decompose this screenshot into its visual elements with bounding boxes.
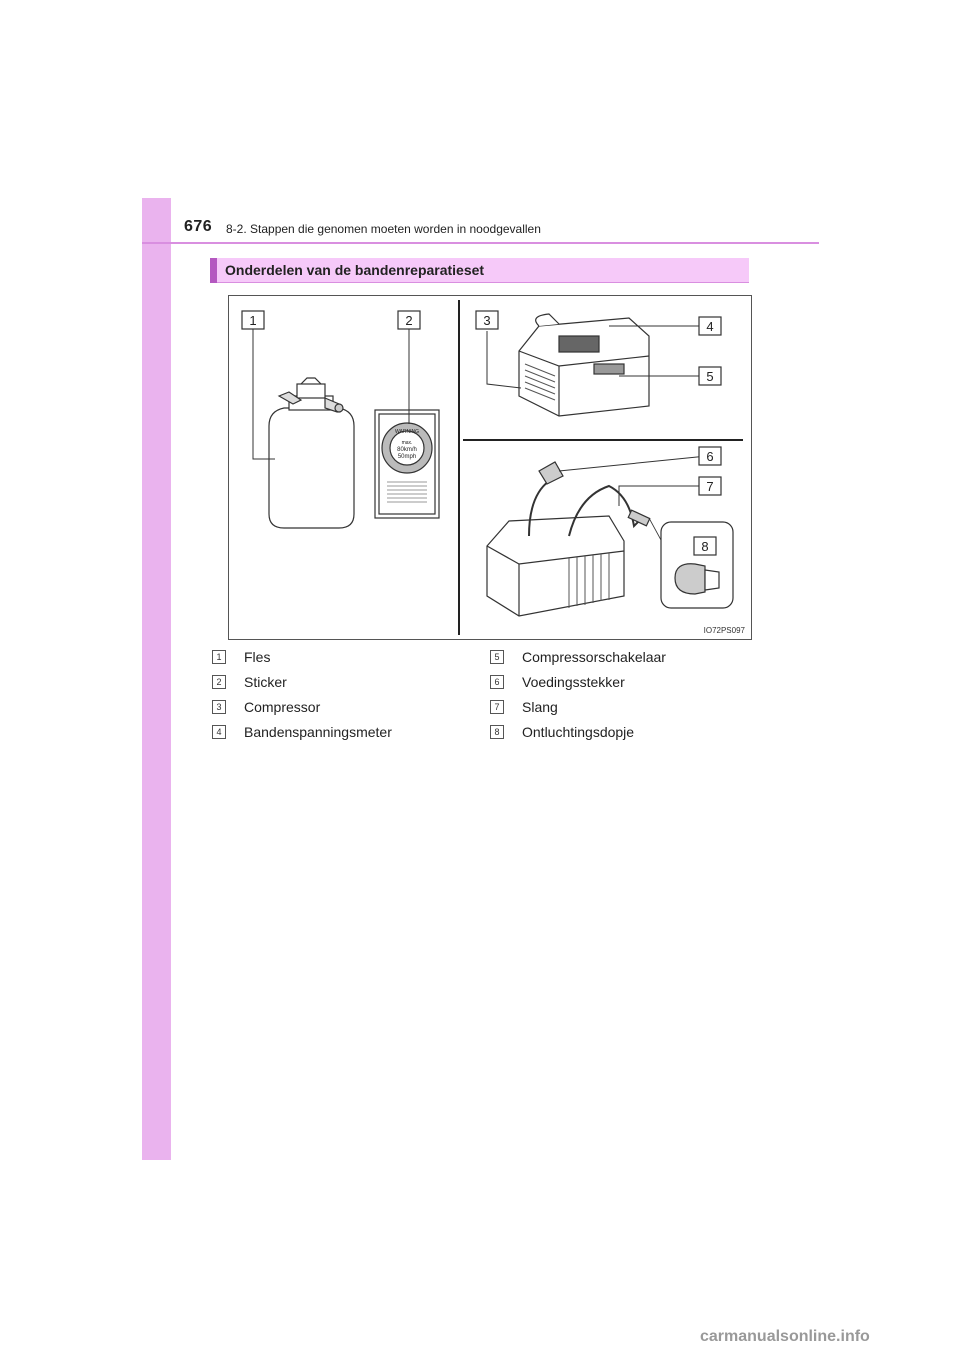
sticker-speed-kmh: 80km/h [397,447,417,453]
callout-7-label: 7 [706,479,714,494]
legend-number: 1 [212,650,226,664]
section-heading-marker [210,258,217,283]
legend-number: 2 [212,675,226,689]
callout-8-label: 8 [701,539,709,554]
legend-label: Sticker [244,674,287,690]
section-title: Onderdelen van de bandenreparatieset [225,262,485,278]
callout-5 [699,367,721,385]
legend-label: Ontluchtingsdopje [522,724,635,740]
sticker-speed-mph: 50mph [397,454,417,460]
legend-label: Bandenspanningsmeter [244,724,392,740]
legend-number: 6 [490,675,504,689]
figure-code: IO72PS097 [703,626,745,635]
legend-label: Voedingsstekker [522,674,625,690]
legend-item [490,648,666,666]
callout-5-label: 5 [706,369,714,384]
callout-3-label: 3 [483,313,491,328]
legend-item [212,723,392,741]
callout-8 [694,537,716,555]
page-number: 676 [184,218,213,235]
chapter-title: 8-2. Stappen die genomen moeten worden in noodgevallen [226,222,541,236]
legend-label: Compressorschakelaar [522,649,666,665]
sticker-illustration [375,410,439,518]
watermark: carmanualsonline.info [700,1328,870,1345]
sticker-max-text: max. [401,440,413,446]
section-heading [210,258,749,283]
chapter-sidebar-tab [142,198,171,1160]
sticker-warning-text: WARNING [395,429,419,435]
legend-label: Slang [522,699,558,715]
callout-6-label: 6 [706,449,714,464]
legend-number: 5 [490,650,504,664]
legend-item [490,673,625,691]
legend-item [212,648,270,666]
callout-1-label: 1 [249,313,257,328]
legend-number: 7 [490,700,504,714]
callout-4 [699,317,721,335]
figure-illustration [229,296,751,639]
legend-label: Compressor [244,699,321,715]
legend-item [212,698,320,716]
legend-number: 3 [212,700,226,714]
legend-label: Fles [244,649,271,665]
bottle-illustration [269,378,354,528]
callout-2-label: 2 [405,313,413,328]
callout-1 [242,311,264,329]
legend-item [212,673,287,691]
callout-6 [699,447,721,465]
parts-legend [210,648,750,748]
callout-7 [699,477,721,495]
header-divider [142,242,819,244]
compressor-illustration [519,314,649,416]
tire-repair-kit-figure [228,295,752,640]
legend-item [490,698,558,716]
legend-item [490,723,634,741]
callout-4-label: 4 [706,319,714,334]
legend-number: 4 [212,725,226,739]
callout-2 [398,311,420,329]
legend-number: 8 [490,725,504,739]
compressor-with-hose-illustration [487,462,650,616]
valve-cap-inset [649,518,733,608]
callout-3 [476,311,498,329]
